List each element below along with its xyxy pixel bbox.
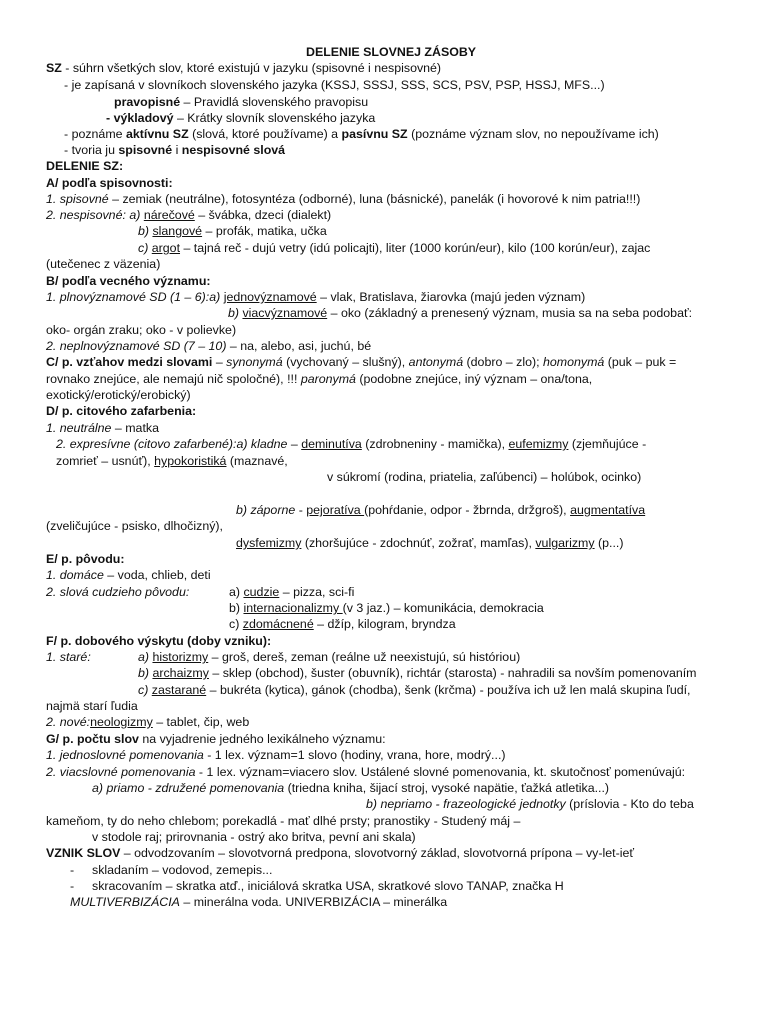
section-f-line-5: 2. nové:neologizmy – tablet, čip, web [46, 715, 250, 729]
intro-line-2: - je zapísaná v slovníkoch slovenského jazyka (KSSJ, SSSJ, SSS, SCS, PSV, PSP, HSSJ, MFS...) [64, 78, 605, 92]
section-g-line-4: a) priamo - združené pomenovania (triedna kniha, šijací stroj, vysoké napätie, ťažká atletika...) [92, 781, 610, 795]
section-d-line-5: b) záporne - pejoratíva (pohŕdanie, odpor - žbrnda, držgroš), augmentatíva [236, 503, 646, 517]
section-vznik-line-2: skladaním – vodovod, zemepis... [92, 863, 273, 877]
section-e-line-2: a) cudzie – pizza, sci-fi [229, 585, 355, 599]
intro-line-5: - poznáme aktívnu SZ (slová, ktoré používame) a pasívnu SZ (poznáme význam slov, no nepoužívame ich) [64, 127, 659, 141]
list-dash-2: - [70, 879, 75, 893]
section-d-line-2: 2. expresívne (citovo zafarbené):a) kladne – deminutíva (zdrobneniny - mamička), eufemizmy (zjemňujúce - [56, 437, 647, 451]
intro-line-1: SZ - súhrn všetkých slov, ktoré existujú v jazyku (spisovné i nespisovné) [46, 61, 442, 75]
section-g-line-7: v stodole raj; prirovnania - ostrý ako britva, pevní ani skala) [92, 830, 416, 844]
section-a-line-5: (utečenec z väzenia) [46, 257, 161, 271]
section-f-line-1: a) historizmy – groš, dereš, zeman (reálne už neexistujú, sú históriou) [138, 650, 521, 664]
section-g-line-3: 2. viacslovné pomenovania - 1 lex. význam=viacero slov. Ustálené slovné pomenovania, kt. skutočnosť pomenúvajú: [46, 765, 686, 779]
section-c-line-2: rovnako znejúce, ale nemajú nič spoločné), !!! paronymá (podobne znejúce, iný význam – ona/tona, [46, 372, 593, 386]
section-e-line-2-label: 2. slová cudzieho pôvodu: [46, 585, 190, 599]
section-f-line-2: b) archaizmy – sklep (obchod), šuster (obuvník), richtár (starosta) - nahradili sa novším pomenovaním [138, 666, 697, 680]
section-f-heading: F/ p. dobového výskytu (doby vzniku): [46, 634, 272, 648]
section-vznik-line-1: VZNIK SLOV – odvodzovaním – slovotvorná predpona, slovotvorný základ, slovotvorná prípona – vy-let-ieť [46, 846, 634, 860]
intro-line-4: - výkladový – Krátky slovník slovenského jazyka [106, 111, 376, 125]
section-d-heading: D/ p. citového zafarbenia: [46, 404, 197, 418]
section-c-line-3: exotický/erotický/erobický) [46, 388, 191, 402]
section-g-line-2: 1. jednoslovné pomenovania - 1 lex. význam=1 slovo (hodiny, vrana, hore, modrý...) [46, 748, 506, 762]
section-d-line-3: zomrieť – usnúť), hypokoristiká (maznavé, [56, 454, 288, 468]
section-g-line-5: b) nepriamo - frazeologické jednotky (príslovia - Kto do teba [366, 797, 694, 811]
section-a-line-4: c) argot – tajná reč - dujú vetry (idú policajti), liter (1000 korún/eur), kilo (100 korún/eur), zajac [138, 241, 651, 255]
section-g-line-6: kameňom, ty do neho chlebom; porekadlá - mať dlhé prsty; pranostiky - Studený máj – [46, 814, 521, 828]
section-e-line-3: b) internacionalizmy (v 3 jaz.) – komunikácia, demokracia [229, 601, 544, 615]
section-b-heading: B/ podľa vecného významu: [46, 274, 211, 288]
section-b-line-2: b) viacvýznamové – oko (základný a prenesený význam, musia sa na seba podobať: [228, 306, 693, 320]
section-f-line-1-label: 1. staré: [46, 650, 91, 664]
section-d-line-7: dysfemizmy (zhoršujúce - zdochnúť, zožrať, mamľas), vulgarizmy (p...) [236, 536, 624, 550]
section-a-line-3: b) slangové – profák, matika, učka [138, 224, 327, 238]
section-a-heading: A/ podľa spisovnosti: [46, 176, 173, 190]
intro-line-6: - tvoria ju spisovné i nespisovné slová [64, 143, 286, 157]
section-f-line-4: najmä starí ľudia [46, 699, 138, 713]
section-a-line-2: 2. nespisovné: a) nárečové – švábka, dzeci (dialekt) [46, 208, 332, 222]
section-g-line-1: G/ p. počtu slov na vyjadrenie jedného lexikálneho významu: [46, 732, 386, 746]
section-vznik-line-3: skracovaním – skratka atď., iniciálová skratka USA, skratkové slovo TANAP, značka H [92, 879, 564, 893]
section-b-line-4: 2. neplnovýznamové SD (7 – 10) – na, alebo, asi, juchú, bé [46, 339, 372, 353]
section-d-line-1: 1. neutrálne – matka [46, 421, 159, 435]
section-e-heading: E/ p. pôvodu: [46, 552, 125, 566]
section-d-line-6: (zveličujúce - psisko, dlhočizný), [46, 519, 223, 533]
page-title: DELENIE SLOVNEJ ZÁSOBY [306, 45, 477, 59]
section-d-line-4: v súkromí (rodina, priatelia, zaľúbenci) – holúbok, ocinko) [327, 470, 642, 484]
section-b-line-3: oko- orgán zraku; oko - v polievke) [46, 323, 237, 337]
section-f-line-3: c) zastarané – bukréta (kytica), gánok (chodba), šenk (krčma) - používa ich už len malá skupina ľudí, [138, 683, 691, 697]
section-c-line-1: C/ p. vzťahov medzi slovami – synonymá (vychovaný – slušný), antonymá (dobro – zlo); homonymá (puk – puk = [46, 355, 677, 369]
section-b-line-1: 1. plnovýznamové SD (1 – 6):a) jednovýznamové – vlak, Bratislava, žiarovka (majú jeden význam) [46, 290, 586, 304]
section-a-line-1: 1. spisovné – zemiak (neutrálne), fotosyntéza (odborné), luna (básnické), panelák (i hovorové k nim patria!!!) [46, 192, 641, 206]
section-e-line-1: 1. domáce – voda, chlieb, deti [46, 568, 211, 582]
section-e-line-4: c) zdomácnené – džíp, kilogram, bryndza [229, 617, 456, 631]
intro-line-3: pravopisné – Pravidlá slovenského pravopisu [114, 95, 369, 109]
section-vznik-line-4: MULTIVERBIZÁCIA – minerálna voda. UNIVERBIZÁCIA – minerálka [70, 895, 448, 909]
list-dash-1: - [70, 863, 75, 877]
section-heading-delenie: DELENIE SZ: [46, 159, 124, 173]
